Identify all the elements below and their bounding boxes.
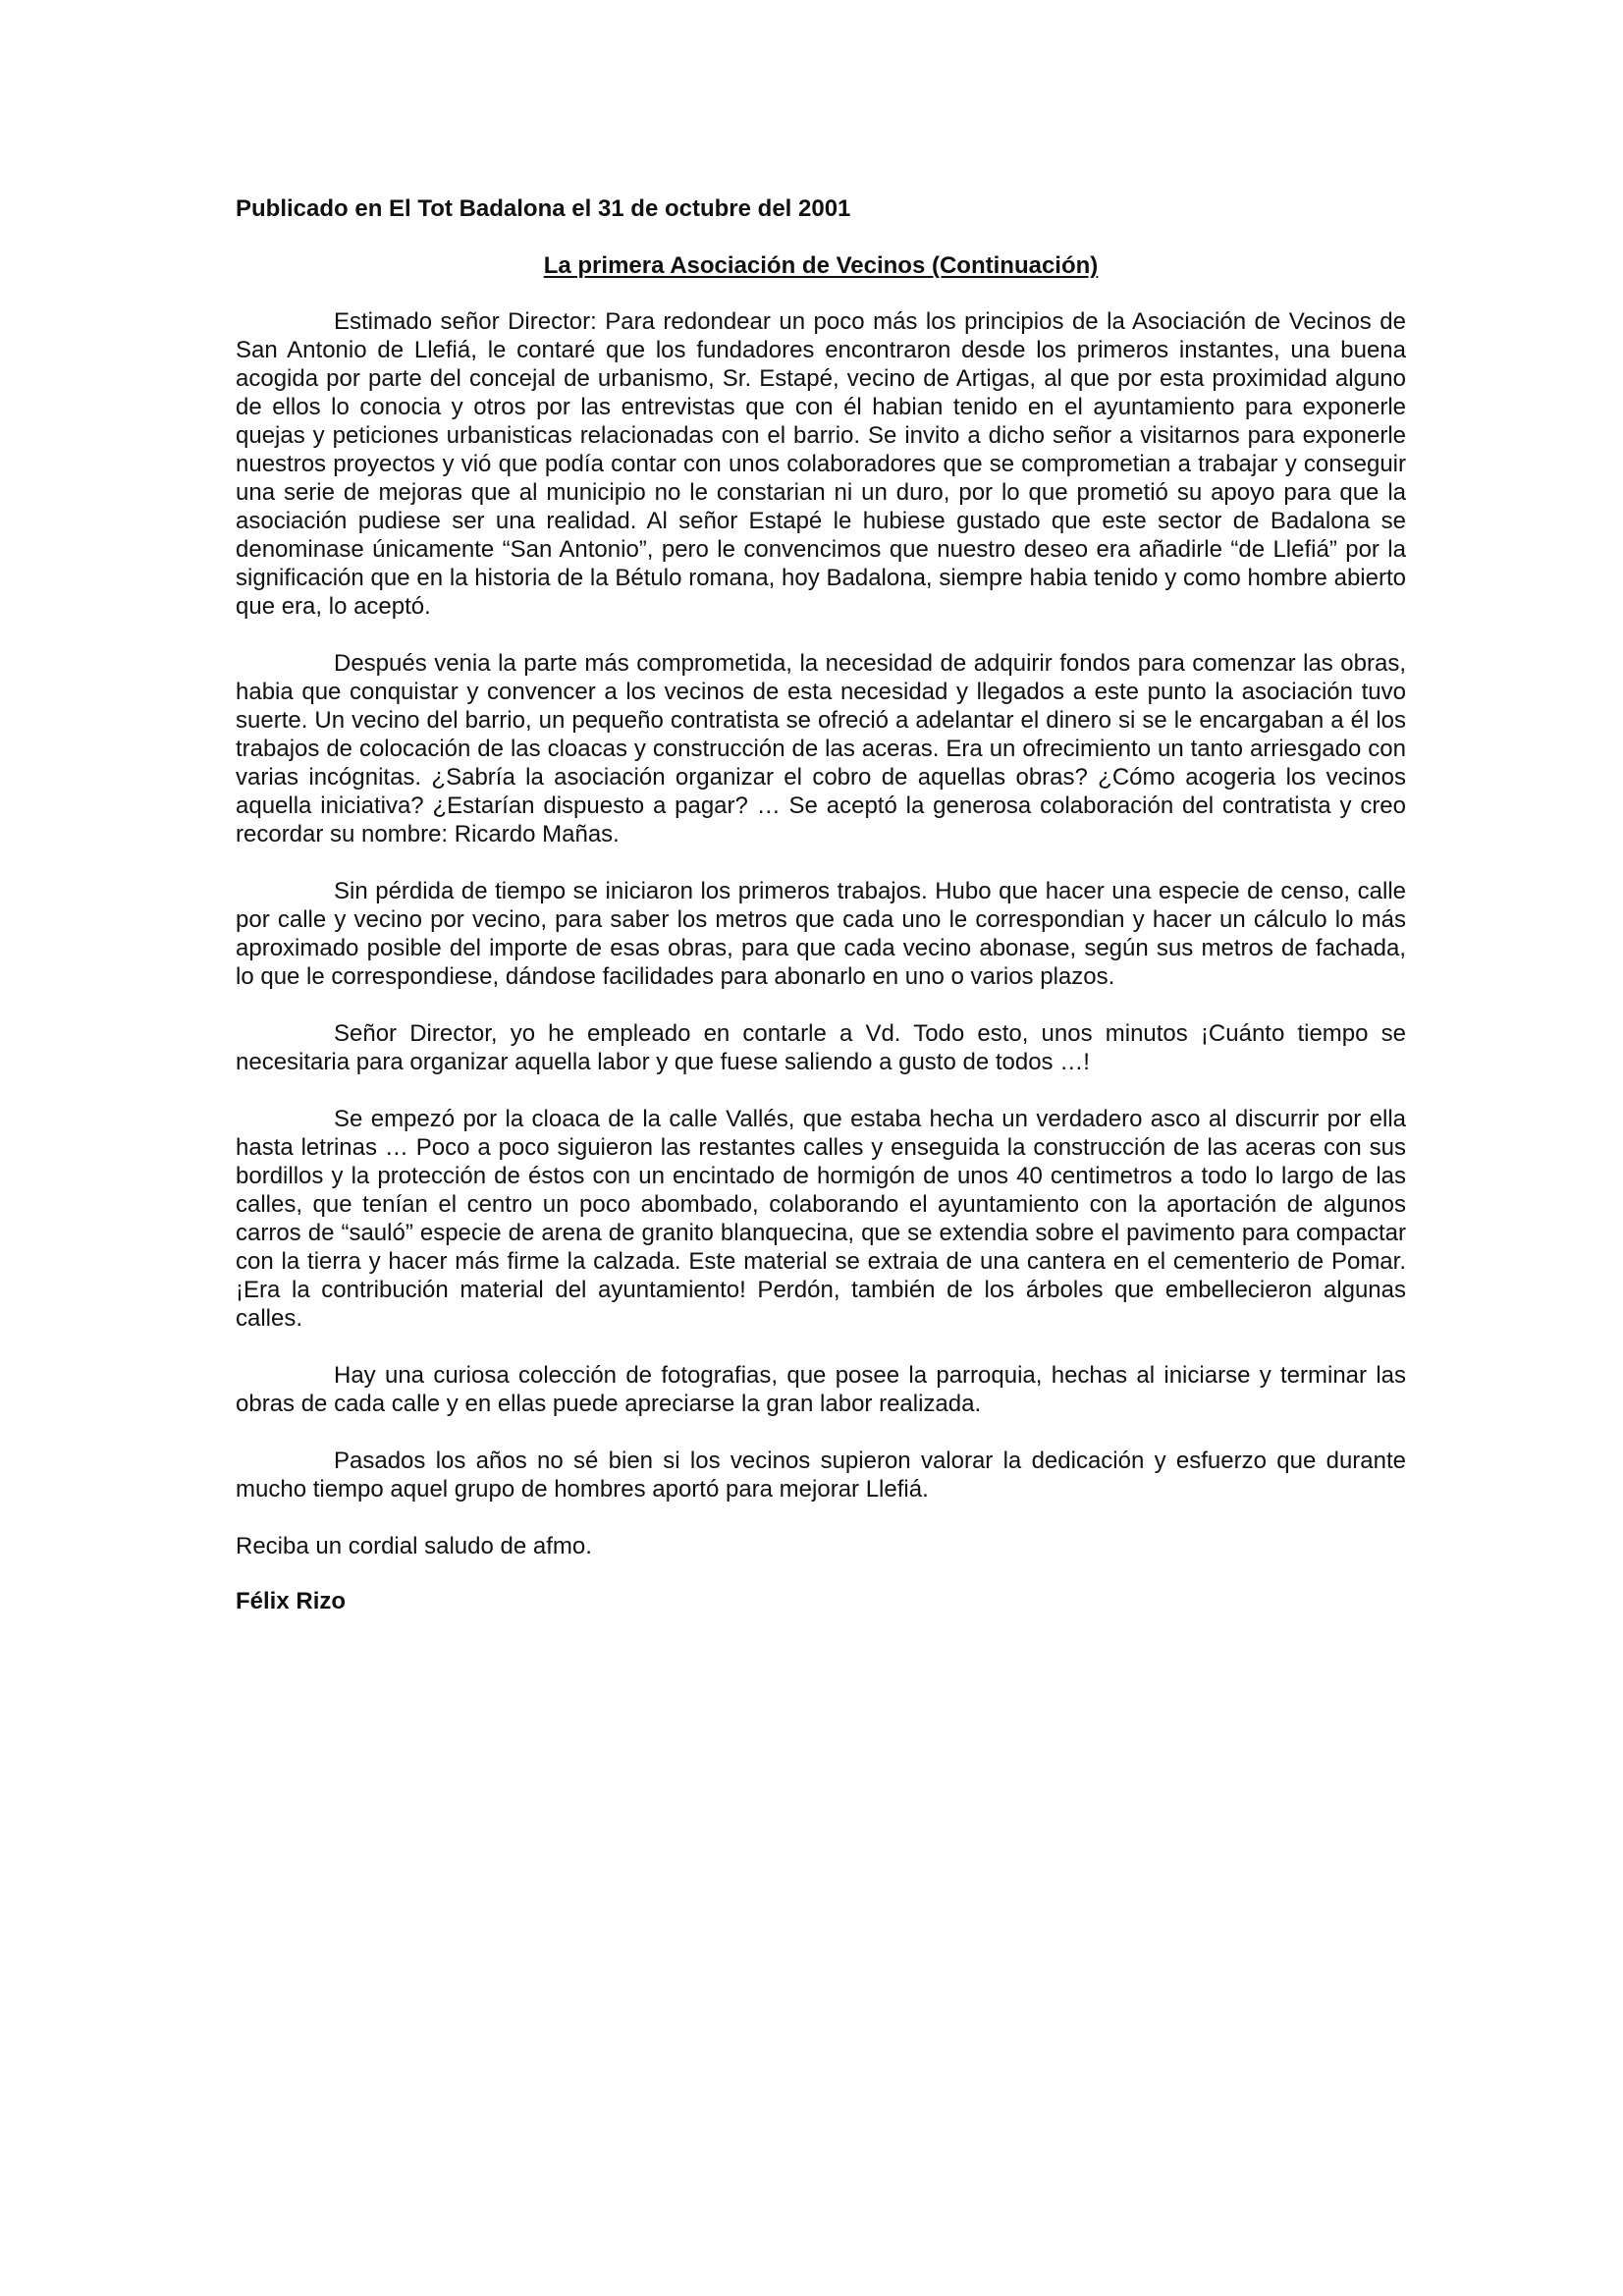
closing-salutation: Reciba un cordial saludo de afmo. <box>236 1533 592 1559</box>
paragraph: Estimado señor Director: Para redondear un poco más los principios de la Asociación de Vecinos de San Antonio de Llefiá, le contaré que los fundadores encontraron desde los primeros instantes, una buena acogida por parte del concejal de urbanismo, Sr. Estapé, vecino de Artigas, al que por esta proximidad alguno de ellos lo conocia y otros por las entrevistas que con él habian tenido en el ayuntamiento para exponerle quejas y peticiones urbanisticas relacionadas con el barrio. Se invito a dicho señor a visitarnos para exponerle nuestros proyectos y vió que podía contar con unos colaboradores que se comprometian a trabajar y conseguir una serie de mejoras que al municipio no le constarian ni un duro, por lo que prometió su apoyo para que la asociación pudiese ser una realidad. Al señor Estapé le hubiese gustado que este sector de Badalona se denominase únicamente “San Antonio”, pero le convencimos que nuestro deseo era añadirle “de Llefiá” por la significación que en la historia de la Bétulo romana, hoy Badalona, siempre habia tenido y como hombre abierto que era, lo aceptó. <box>236 308 1406 620</box>
article-title: La primera Asociación de Vecinos (Continuación) <box>543 252 1099 279</box>
article-body <box>236 307 1406 1532</box>
paragraph: Pasados los años no sé bien si los vecinos supieron valorar la dedicación y esfuerzo que durante mucho tiempo aquel grupo de hombres aportó para mejorar Llefiá. <box>236 1448 1406 1503</box>
document-page <box>236 0 1406 2296</box>
paragraph: Sin pérdida de tiempo se iniciaron los primeros trabajos. Hubo que hacer una especie de censo, calle por calle y vecino por vecino, para saber los metros que cada uno le correspondian y hacer un cálculo lo más aproximado posible del importe de esas obras, para que cada vecino abonase, según sus metros de fachada, lo que le correspondiese, dándose facilidades para abonarlo en uno o varios plazos. <box>236 878 1406 990</box>
paragraph: Señor Director, yo he empleado en contarle a Vd. Todo esto, unos minutos ¡Cuánto tiempo se necesitaria para organizar aquella labor y que fuese saliendo a gusto de todos …! <box>236 1020 1406 1075</box>
paragraph: Después venia la parte más comprometida, la necesidad de adquirir fondos para comenzar las obras, habia que conquistar y convencer a los vecinos de esta necesidad y llegados a este punto la asociación tuvo suerte. Un vecino del barrio, un pequeño contratista se ofreció a adelantar el dinero si se le encargaban a él los trabajos de colocación de las cloacas y construcción de las aceras. Era un ofrecimiento un tanto arriesgado con varias incógnitas. ¿Sabría la asociación organizar el cobro de aquellas obras? ¿Cómo acogeria los vecinos aquella iniciativa? ¿Estarían dispuesto a pagar? … Se aceptó la generosa colaboración del contratista y creo recordar su nombre: Ricardo Mañas. <box>236 650 1406 847</box>
author-signature: Félix Rizo <box>236 1588 347 1614</box>
paragraph: Se empezó por la cloaca de la calle Vallés, que estaba hecha un verdadero asco al discurrir por ella hasta letrinas … Poco a poco siguieron las restantes calles y enseguida la construcción de las aceras con sus bordillos y la protección de éstos con un encintado de hormigón de unos 40 centimetros a todo lo largo de las calles, que tenían el centro un poco abombado, colaborando el ayuntamiento con la aportación de algunos carros de “sauló” especie de arena de granito blanquecina, que se extendia sobre el pavimento para compactar con la tierra y hacer más firme la calzada. Este material se extraia de una cantera en el cementerio de Pomar. ¡Era la contribución material del ayuntamiento! Perdón, también de los árboles que embellecieron algunas calles. <box>236 1106 1406 1332</box>
paragraph: Hay una curiosa colección de fotografias, que posee la parroquia, hechas al iniciarse y terminar las obras de cada calle y en ellas puede apreciarse la gran labor realizada. <box>236 1362 1406 1417</box>
publication-dateline: Publicado en El Tot Badalona el 31 de octubre del 2001 <box>236 195 851 222</box>
